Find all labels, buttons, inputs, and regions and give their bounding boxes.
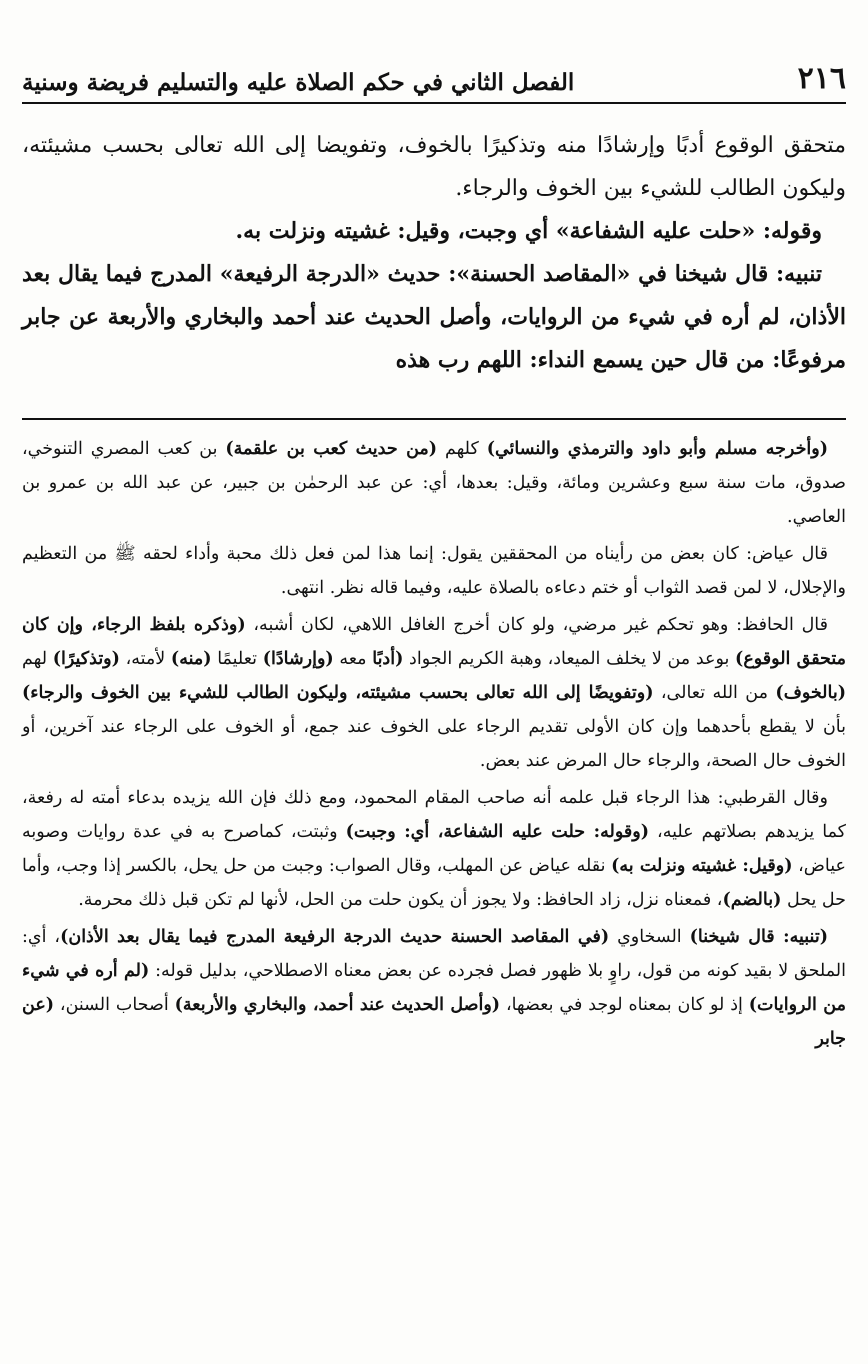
text-segment: نقله عياض عن المهلب، وقال الصواب: وجبت من حل يحل، بالكسر إذا وجب، وأما حل يحل: [22, 856, 846, 910]
commentary-paragraph-2: [22, 537, 846, 605]
text-segment: (وإرشادًا): [262, 649, 334, 669]
text-segment: من الله تعالى،: [653, 683, 776, 703]
text-segment: تعليمًا: [211, 649, 263, 669]
text-segment: بوعد من لا يخلف الميعاد، وهبة الكريم الجواد: [403, 649, 736, 669]
commentary-paragraph-5: [22, 920, 846, 1056]
text-segment: (وقوله: حلت عليه الشفاعة، أي: وجبت): [345, 822, 649, 842]
text-segment: وقوله: «حلت عليه الشفاعة» أي وجبت، وقيل: غشيته ونزلت به.: [235, 218, 822, 244]
commentary: [22, 432, 846, 1059]
text-segment: (من حديث كعب بن علقمة): [225, 439, 438, 459]
text-segment: السخاوي: [609, 927, 690, 947]
text-segment: (وأصل الحديث عند أحمد، والبخاري والأربعة): [174, 995, 501, 1015]
running-title: الفصل الثاني في حكم الصلاة عليه والتسليم فريضة وسنية: [22, 69, 575, 96]
text-segment: (وذكره بلفظ الرجاء، وإن كان متحقق الوقوع): [22, 615, 847, 669]
text-segment: (بالضم): [722, 890, 782, 910]
main-paragraph-2: [22, 210, 846, 253]
main-paragraph-1: [22, 124, 846, 210]
commentary-paragraph-4: [22, 781, 846, 917]
text-segment: قال الحافظ: وهو تحكم غير مرضي، ولو كان أخرج الغافل اللاهي، لكان أشبه،: [245, 615, 828, 635]
text-segment: (وتذكيرًا): [52, 649, 120, 669]
text-segment: وثبتت، كماصرح به في عدة روايات وصوبه عياض،: [22, 822, 846, 876]
text-segment: (منه): [170, 649, 212, 669]
text-segment: متحقق الوقوع أدبًا وإرشادًا منه وتذكيرًا بالخوف، وتفويضا إلى الله تعالى بحسب مشيئته، وليكون الطالب للشيء بين الخوف والرجاء.: [22, 133, 846, 201]
text-segment: ، فمعناه نزل، زاد الحافظ: ولا يجوز أن يكون حلت من الحل، لأنها لم تكن قبل ذلك محرمة.: [78, 890, 723, 910]
main-text: [22, 124, 846, 382]
text-segment: بن كعب المصري التنوخي، صدوق، مات سنة سبع وعشرين ومائة، وقيل: بعدها، أي: عن عبد الرحمٰن بن جبير، عن عبد الله بن عمرو بن العاصي.: [22, 439, 846, 527]
footnote-divider: [22, 418, 846, 420]
text-segment: كلهم: [437, 439, 487, 459]
text-segment: بأن لا يقطع بأحدهما وإن كان الأولى تقديم الرجاء على الخوف عند جمع، أو الخوف على الرجاء عند آخرين، أو الخوف حال الصحة، والرجاء حال المرض عند بعض.: [22, 717, 846, 771]
commentary-paragraph-3: [22, 608, 846, 778]
text-segment: (وأخرجه مسلم وأبو داود والترمذي والنسائي): [486, 439, 829, 459]
commentary-paragraph-1: [22, 432, 846, 534]
text-segment: (بالخوف): [775, 683, 846, 703]
text-segment: إذ لو كان بمعناه لوجد في بعضها،: [500, 995, 749, 1015]
text-segment: تنبيه: قال شيخنا في «المقاصد الحسنة»: حديث «الدرجة الرفيعة» المدرج فيما يقال بعد الأذان، لم أره في شيء من الروايات، وأصل الحديث عند أحمد والبخاري والأربعة عن جابر مرفوعًا: من قال حين يسمع النداء: اللهم رب هذه: [22, 261, 846, 373]
text-segment: لأمته،: [119, 649, 171, 669]
text-segment: ، أي: الملحق لا بقيد كونه من قول، راوٍ بلا ظهور فصل فجرده عن بعض معناه الاصطلاحي، بدليل قوله:: [22, 927, 847, 981]
page-header: [22, 56, 846, 104]
text-segment: قال عياض: كان بعض من رأيناه من المحققين يقول: إنما هذا لمن فعل ذلك محبة وأداء لحقه ﷺ من التعظيم والإجلال، لا لمن قصد الثواب أو ختم دعاءه بالصلاة عليه، وفيما قاله نظر. انتهى.: [22, 544, 846, 598]
text-segment: (في المقاصد الحسنة حديث الدرجة الرفيعة المدرج فيما يقال بعد الأذان): [60, 927, 610, 947]
text-segment: معه: [333, 649, 373, 669]
text-segment: (وقيل: غشيته ونزلت به): [611, 856, 793, 876]
page-number: ٢١٦: [797, 61, 846, 96]
text-segment: وقال القرطبي: هذا الرجاء قبل علمه أنه صاحب المقام المحمود، ومع ذلك فإن الله يزيده بدعاء أمته له رفعة، كما يزيدهم بصلاتهم عليه،: [22, 788, 847, 842]
main-paragraph-3: [22, 253, 846, 382]
text-segment: أصحاب السنن،: [54, 995, 175, 1015]
text-segment: (أدبًا: [372, 649, 404, 669]
text-segment: (لم أره في شيء من الروايات): [22, 961, 846, 1015]
text-segment: (تنبيه: قال شيخنا): [689, 927, 828, 947]
text-segment: (عن جابر: [22, 995, 846, 1049]
text-segment: لهم: [22, 649, 53, 669]
text-segment: (وتفويضًا إلى الله تعالى بحسب مشيئته، وليكون الطالب للشيء بين الخوف والرجاء): [22, 683, 654, 703]
